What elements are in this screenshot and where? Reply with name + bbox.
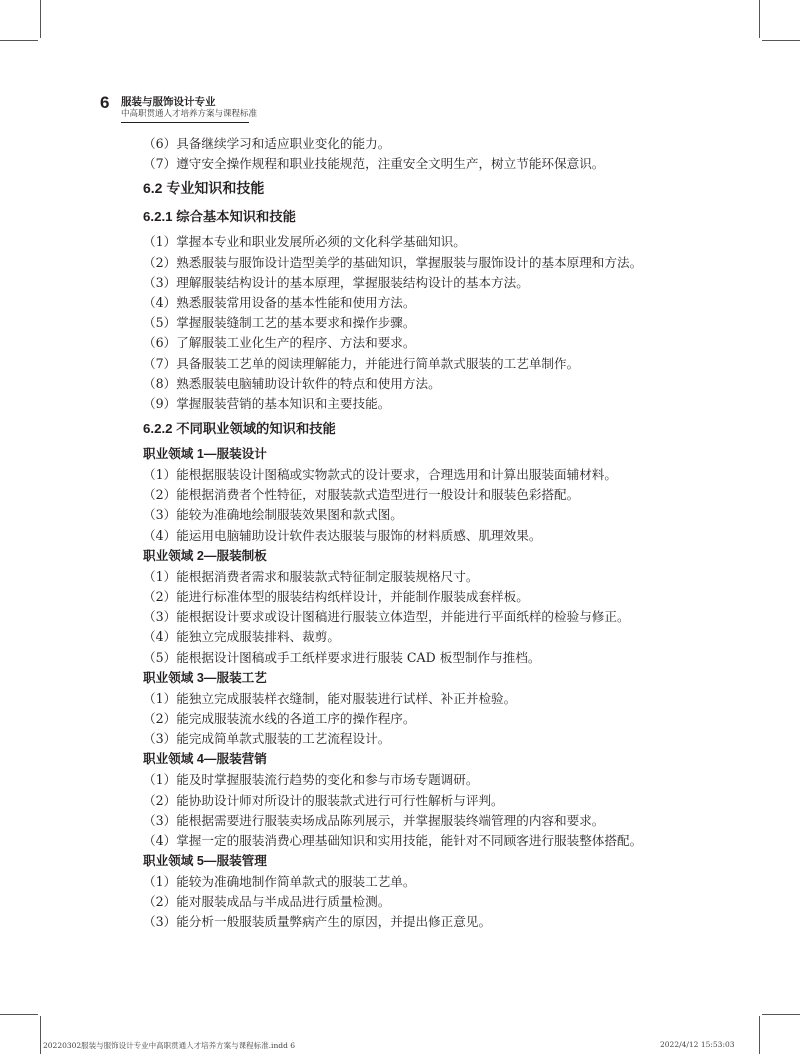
list-item: （4）能运用电脑辅助设计软件表达服装与服饰的材料质感、肌理效果。 xyxy=(143,527,542,543)
list-item: （3）能完成简单款式服装的工艺流程设计。 xyxy=(143,731,391,747)
list-item: （1）能及时掌握服装流行趋势的变化和参与市场专题调研。 xyxy=(143,772,479,788)
crop-mark xyxy=(0,1014,38,1015)
crop-mark xyxy=(762,40,800,41)
list-item: （3）能分析一般服装质量弊病产生的原因，并提出修正意见。 xyxy=(143,914,492,930)
list-item: （2）能协助设计师对所设计的服装款式进行可行性解析与评判。 xyxy=(143,792,504,808)
list-item: （1）能根据服装设计图稿或实物款式的设计要求，合理选用和计算出服装面辅材料。 xyxy=(143,467,617,483)
list-item: （4）掌握一定的服装消费心理基础知识和实用技能，能针对不同顾客进行服装整体搭配。 xyxy=(143,832,643,848)
list-item: （3）理解服装结构设计的基本原理，掌握服装结构设计的基本方法。 xyxy=(143,274,529,290)
page-number: 6 xyxy=(100,93,110,112)
list-item: （1）能较为准确地制作简单款式的服装工艺单。 xyxy=(143,874,416,890)
list-item: （3）能根据设计要求或设计图稿进行服装立体造型，并能进行平面纸样的检验与修正。 xyxy=(143,609,630,625)
crop-mark xyxy=(762,1014,800,1015)
subsection-heading: 6.2.1 综合基本知识和技能 xyxy=(143,209,296,225)
list-item: （6）具备继续学习和适应职业变化的能力。 xyxy=(143,136,391,151)
crop-mark xyxy=(40,0,41,38)
list-item: （9）掌握服装营销的基本知识和主要技能。 xyxy=(143,395,391,411)
list-item: （2）能根据消费者个性特征，对服装款式造型进行一般设计和服装色彩搭配。 xyxy=(143,487,580,503)
section-heading: 6.2 专业知识和技能 xyxy=(143,180,265,197)
list-item: （3）能较为准确地绘制服装效果图和款式图。 xyxy=(143,507,403,523)
list-item: （2）能对服装成品与半成品进行质量检测。 xyxy=(143,894,391,910)
list-item: （6）了解服装工业化生产的程序、方法和要求。 xyxy=(143,335,416,351)
list-item: （7）具备服装工艺单的阅读理解能力，并能进行简单款式服装的工艺单制作。 xyxy=(143,355,580,371)
list-item: （2）能完成服装流水线的各道工序的操作程序。 xyxy=(143,710,416,726)
list-item: （1）能独立完成服装样衣缝制，能对服装进行试样、补正并检验。 xyxy=(143,690,517,706)
list-item: （2）熟悉服装与服饰设计造型美学的基础知识，掌握服装与服饰设计的基本原理和方法。 xyxy=(143,254,643,270)
list-item: （8）熟悉服装电脑辅助设计软件的特点和使用方法。 xyxy=(143,375,441,391)
domain-heading: 职业领域 5—服装管理 xyxy=(143,854,267,869)
subsection-heading: 6.2.2 不同职业领域的知识和技能 xyxy=(143,421,336,437)
domain-heading: 职业领域 4—服装营销 xyxy=(143,752,267,767)
domain-heading: 职业领域 1—服装设计 xyxy=(143,447,267,462)
list-item: （4）能独立完成服装排料、裁剪。 xyxy=(143,629,340,645)
list-item: （4）熟悉服装常用设备的基本性能和使用方法。 xyxy=(143,294,416,310)
crop-mark xyxy=(40,1016,41,1054)
list-item: （5）掌握服装缝制工艺的基本要求和操作步骤。 xyxy=(143,315,416,331)
list-item: （7）遵守安全操作规程和职业技能规范，注重安全文明生产，树立节能环保意识。 xyxy=(143,156,605,172)
crop-mark xyxy=(0,40,38,41)
footer-timestamp: 2022/4/12 15:53:03 xyxy=(660,1040,735,1049)
list-item: （2）能进行标准体型的服装结构纸样设计，并能制作服装成套样板。 xyxy=(143,589,529,604)
book-subtitle: 中高职贯通人才培养方案与课程标准 xyxy=(121,108,258,118)
header-rule xyxy=(121,122,249,123)
domain-heading: 职业领域 2—服装制板 xyxy=(143,548,267,563)
list-item: （1）能根据消费者需求和服装款式特征制定服装规格尺寸。 xyxy=(143,568,479,584)
domain-heading: 职业领域 3—服装工艺 xyxy=(143,670,267,685)
book-title: 服装与服饰设计专业 xyxy=(121,96,216,108)
list-item: （1）掌握本专业和职业发展所必须的文化科学基础知识。 xyxy=(143,234,466,250)
list-item: （3）能根据需要进行服装卖场成品陈列展示，并掌握服装终端管理的内容和要求。 xyxy=(143,812,605,828)
page-body xyxy=(143,134,643,933)
footer-file-info: 20220302服装与服饰设计专业中高职贯通人才培养方案与课程标准.indd 6 xyxy=(43,1041,296,1050)
list-item: （5）能根据设计图稿或手工纸样要求进行服装 CAD 板型制作与推档。 xyxy=(143,649,541,665)
crop-mark xyxy=(759,0,760,38)
crop-mark xyxy=(759,1016,760,1054)
